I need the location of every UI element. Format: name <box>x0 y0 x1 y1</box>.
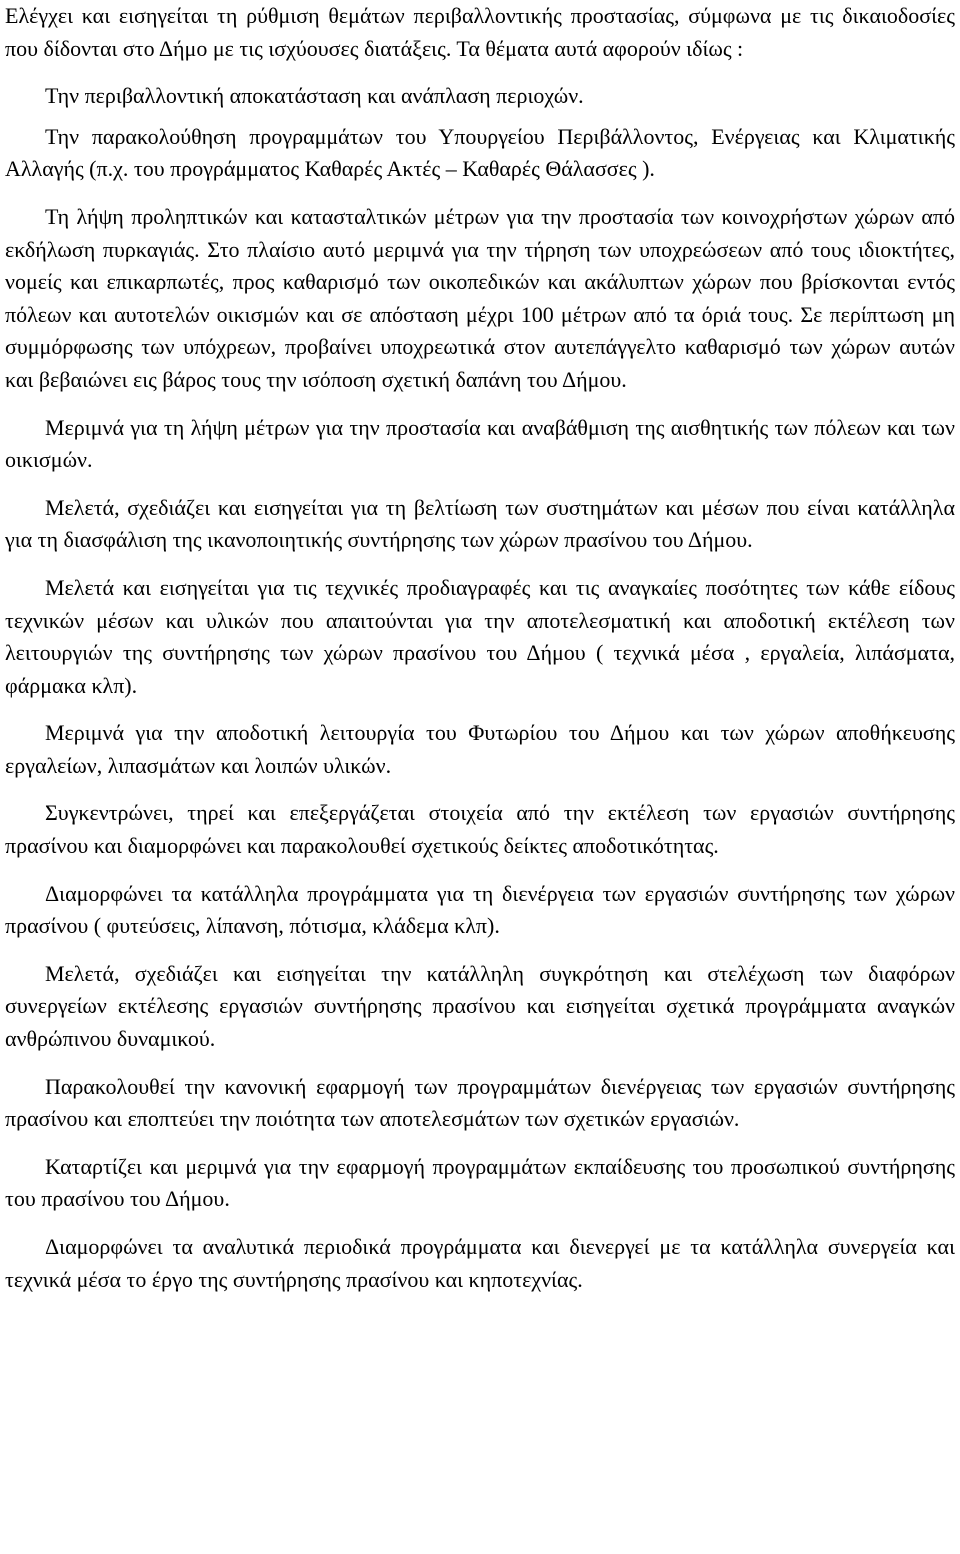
paragraph-intro: Ελέγχει και εισηγείται τη ρύθμιση θεμάτων περιβαλλοντικής προστασίας, σύμφωνα με τις δικαιοδοσίες που δίδονται στο Δήμο με τις ισχύουσες διατάξεις. Τα θέματα αυτά αφορούν ιδίως : <box>5 3 955 61</box>
paragraph-item-technical-specs: Μελετά και εισηγείται για τις τεχνικές προδιαγραφές και τις αναγκαίες ποσότητες των κάθε είδους τεχνικών μέσων και υλικών που απαιτούνται για την αποτελεσματική και αποδοτική εκτέλεση των λειτουργιών της συντήρησης των χώρων πρασίνου του Δήμου ( τεχνικά μέσα , εργαλεία, λιπάσματα, φάρμακα κλπ). <box>5 574 955 698</box>
paragraph-item-fire-protection: Τη λήψη προληπτικών και κατασταλτικών μέτρων για την προστασία των κοινοχρήστων χώρων από εκδήλωση πυρκαγιάς. Στο πλαίσιο αυτό μεριμνά για την τήρηση των υποχρεώσεων από τους ιδιοκτήτες, νομείς και επικαρπωτές, προς καθαρισμό των οικοπεδικών και ακάλυπτων χώρων που βρίσκονται εντός πόλεων και αυτοτελών οικισμών και σε απόσταση μέχρι 100 μέτρων από τα όριά τους. Σε περίπτωση μη συμμόρφωσης των υπόχρεων, προβαίνει υποχρεωτικά στον αυτεπάγγελτο καθαρισμό των χώρων αυτών και βεβαιώνει εις βάρος τους την ισόποση σχετική δαπάνη του Δήμου. <box>5 203 955 392</box>
paragraph-item-restoration: Την περιβαλλοντική αποκατάσταση και ανάπλαση περιοχών. <box>45 83 584 109</box>
paragraph-item-indicators: Συγκεντρώνει, τηρεί και επεξεργάζεται στοιχεία από την εκτέλεση των εργασιών συντήρησης πρασίνου και διαμορφώνει και παρακολουθεί σχετικούς δείκτες αποδοτικότητας. <box>5 800 955 859</box>
paragraph-item-training: Καταρτίζει και μεριμνά για την εφαρμογή προγραμμάτων εκπαίδευσης του προσωπικού συντήρησης του πρασίνου του Δήμου. <box>5 1153 955 1212</box>
paragraph-item-periodic-programs: Διαμορφώνει τα αναλυτικά περιοδικά προγράμματα και διενεργεί με τα κατάλληλα συνεργεία και τεχνικά μέσα το έργο της συντήρησης πρασίνου και κηποτεχνίας. <box>5 1234 955 1292</box>
paragraph-item-monitoring: Παρακολουθεί την κανονική εφαρμογή των προγραμμάτων διενέργειας των εργασιών συντήρησης πρασίνου και εποπτεύει την ποιότητα των αποτελεσμάτων των σχετικών εργασιών. <box>5 1073 955 1132</box>
paragraph-item-green-systems: Μελετά, σχεδιάζει και εισηγείται για τη βελτίωση των συστημάτων και μέσων που είναι κατάλληλα για τη διασφάλιση της ικανοποιητικής συντήρησης των χώρων πρασίνου του Δήμου. <box>5 494 955 553</box>
paragraph-item-programs: Διαμορφώνει τα κατάλληλα προγράμματα για τη διενέργεια των εργασιών συντήρησης των χώρων πρασίνου ( φυτεύσεις, λίπανση, πότισμα, κλάδεμα κλπ). <box>5 880 955 939</box>
document-page <box>5 0 955 1311</box>
paragraph-item-nursery: Μεριμνά για την αποδοτική λειτουργία του Φυτωρίου του Δήμου και των χώρων αποθήκευσης εργαλείων, λιπασμάτων και λοιπών υλικών. <box>5 720 955 778</box>
paragraph-item-ministry-programs: Την παρακολούθηση προγραμμάτων του Υπουργείου Περιβάλλοντος, Ενέργειας και Κλιματικής Αλλαγής (π.χ. του προγράμματος Καθαρές Ακτές – Καθαρές Θάλασσες ). <box>5 123 955 182</box>
paragraph-item-crews: Μελετά, σχεδιάζει και εισηγείται την κατάλληλη συγκρότηση και στελέχωση των διαφόρων συνεργείων εκτέλεσης εργασιών συντήρησης πρασίνου και εισηγείται σχετικά προγράμματα αναγκών ανθρώπινου δυναμικού. <box>5 960 955 1052</box>
paragraph-item-aesthetics: Μεριμνά για τη λήψη μέτρων για την προστασία και αναβάθμιση της αισθητικής των πόλεων και των οικισμών. <box>5 414 955 473</box>
